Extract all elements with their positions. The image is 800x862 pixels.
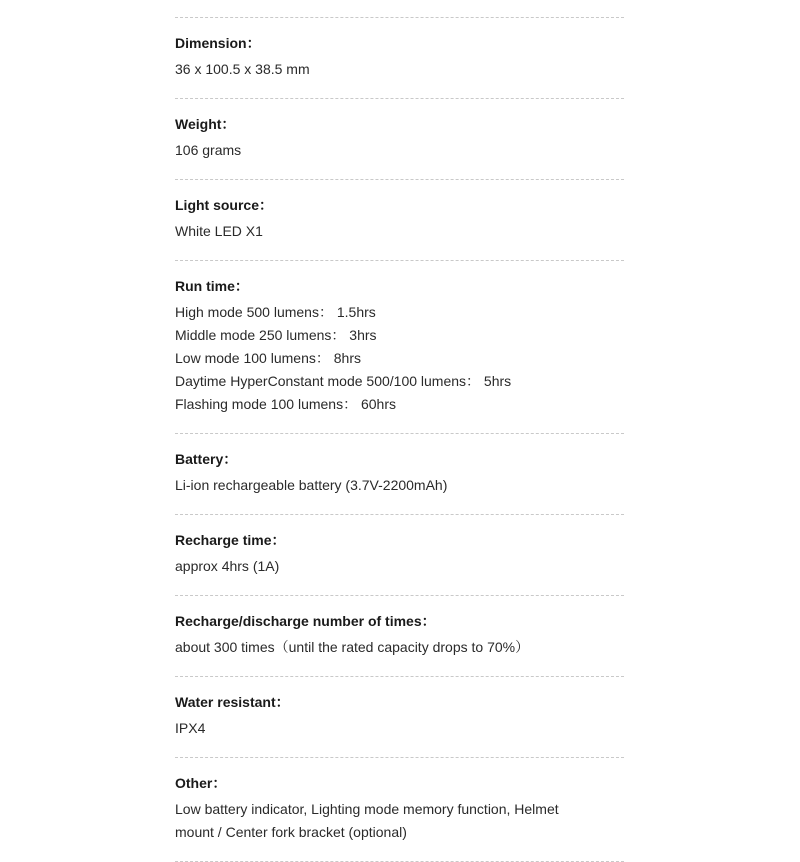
spec-value-line: approx 4hrs (1A): [175, 558, 280, 574]
spec-water-resistant: [175, 677, 624, 757]
spec-label: Dimension：: [175, 35, 261, 51]
spec-value-line: Daytime HyperConstant mode 500/100 lumens： 5hrs: [175, 373, 512, 389]
spec-value: [175, 139, 624, 162]
spec-label: Water resistant：: [175, 694, 290, 710]
spec-value-line: Middle mode 250 lumens： 3hrs: [175, 327, 377, 343]
spec-value: [175, 717, 624, 740]
spec-value-line: Li-ion rechargeable battery (3.7V-2200mAh): [175, 477, 448, 493]
spec-value-line: 36 x 100.5 x 38.5 mm: [175, 61, 310, 77]
spec-label: Other：: [175, 775, 227, 791]
spec-label: Light source：: [175, 197, 274, 213]
spec-label: Weight：: [175, 116, 236, 132]
spec-list: [175, 17, 624, 862]
spec-value: [175, 220, 624, 243]
spec-label: Recharge time：: [175, 532, 286, 548]
spec-label: Battery：: [175, 451, 238, 467]
spec-weight: [175, 99, 624, 179]
spec-value: [175, 474, 624, 497]
spec-recharge-time: [175, 515, 624, 595]
spec-run-time: [175, 261, 624, 433]
spec-cycle-count: [175, 596, 624, 676]
spec-label: Recharge/discharge number of times：: [175, 613, 436, 629]
spec-value: [175, 301, 624, 416]
spec-light-source: [175, 180, 624, 260]
spec-value-line: IPX4: [175, 720, 206, 736]
spec-value: [175, 798, 624, 844]
spec-value-line: about 300 times（until the rated capacity drops to 70%）: [175, 639, 530, 655]
spec-value-line: High mode 500 lumens： 1.5hrs: [175, 304, 376, 320]
spec-value-line: White LED X1: [175, 223, 263, 239]
spec-value: [175, 636, 624, 659]
spec-value-line: Low mode 100 lumens： 8hrs: [175, 350, 361, 366]
spec-value: [175, 58, 624, 81]
spec-value-line: mount / Center fork bracket (optional): [175, 824, 407, 840]
spec-value: [175, 555, 624, 578]
spec-value-line: Flashing mode 100 lumens： 60hrs: [175, 396, 397, 412]
spec-value-line: Low battery indicator, Lighting mode memory function, Helmet: [175, 801, 559, 817]
spec-battery: [175, 434, 624, 514]
spec-value-line: 106 grams: [175, 142, 242, 158]
spec-label: Run time：: [175, 278, 249, 294]
spec-dimension: [175, 18, 624, 98]
spec-other: [175, 758, 624, 861]
